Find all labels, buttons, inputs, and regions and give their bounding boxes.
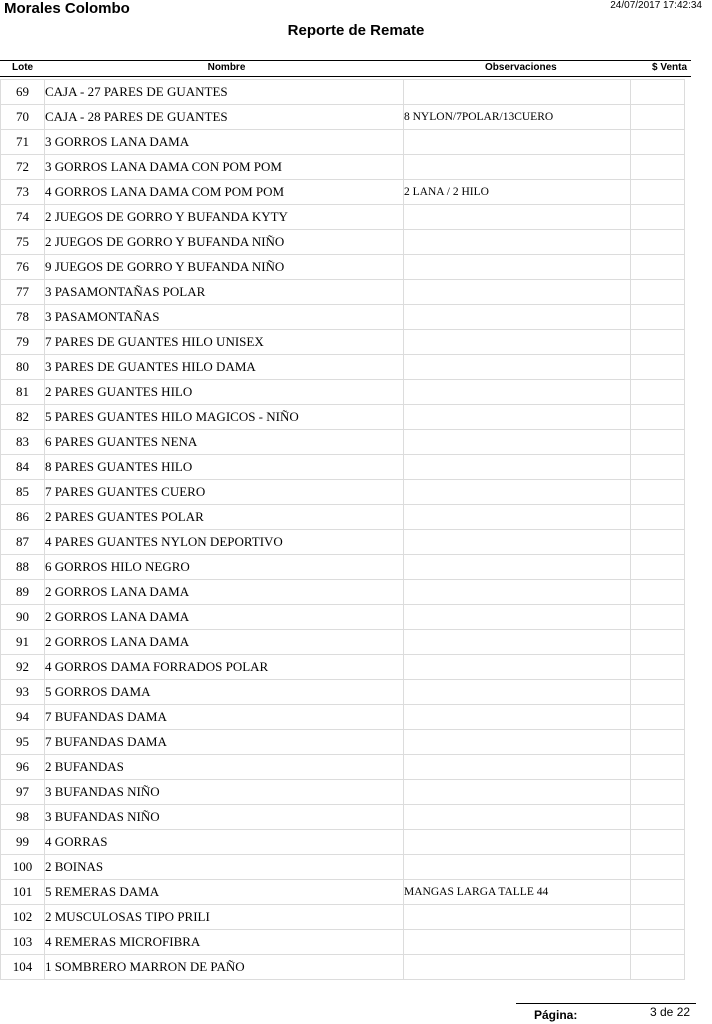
cell-nombre: 3 GORROS LANA DAMA CON POM POM	[45, 155, 404, 180]
page-number: 3 de 22	[650, 1005, 691, 1019]
cell-venta	[631, 830, 685, 855]
cell-lote: 102	[1, 905, 45, 930]
cell-venta	[631, 530, 685, 555]
cell-lote: 91	[1, 630, 45, 655]
cell-lote: 88	[1, 555, 45, 580]
cell-lote: 93	[1, 680, 45, 705]
cell-nombre: 4 GORRAS	[45, 830, 404, 855]
cell-observaciones	[404, 80, 631, 105]
cell-nombre: 7 BUFANDAS DAMA	[45, 705, 404, 730]
cell-venta	[631, 230, 685, 255]
table-row	[1, 555, 685, 580]
cell-lote: 74	[1, 205, 45, 230]
table-row	[1, 630, 685, 655]
cell-lote: 76	[1, 255, 45, 280]
cell-observaciones	[404, 805, 631, 830]
cell-venta	[631, 430, 685, 455]
cell-venta	[631, 280, 685, 305]
cell-observaciones	[404, 455, 631, 480]
cell-venta	[631, 780, 685, 805]
cell-observaciones	[404, 730, 631, 755]
table-row	[1, 755, 685, 780]
cell-observaciones	[404, 305, 631, 330]
table-row	[1, 930, 685, 955]
cell-lote: 78	[1, 305, 45, 330]
table-row	[1, 330, 685, 355]
cell-venta	[631, 105, 685, 130]
cell-venta	[631, 680, 685, 705]
items-table	[0, 79, 685, 980]
cell-nombre: CAJA - 28 PARES DE GUANTES	[45, 105, 404, 130]
cell-lote: 73	[1, 180, 45, 205]
cell-nombre: 2 JUEGOS DE GORRO Y BUFANDA KYTY	[45, 205, 404, 230]
table-row	[1, 955, 685, 980]
report-datetime: 24/07/2017 17:42:34	[610, 0, 702, 11]
cell-venta	[631, 255, 685, 280]
cell-observaciones	[404, 555, 631, 580]
cell-nombre: 5 PARES GUANTES HILO MAGICOS - NIÑO	[45, 405, 404, 430]
cell-observaciones	[404, 280, 631, 305]
table-row	[1, 255, 685, 280]
column-header-nombre: Nombre	[207, 62, 246, 73]
table-row	[1, 655, 685, 680]
table-row	[1, 405, 685, 430]
cell-lote: 94	[1, 705, 45, 730]
column-header-observaciones: Observaciones	[485, 62, 557, 73]
cell-lote: 71	[1, 130, 45, 155]
cell-observaciones	[404, 755, 631, 780]
cell-lote: 86	[1, 505, 45, 530]
cell-observaciones	[404, 480, 631, 505]
cell-lote: 85	[1, 480, 45, 505]
cell-nombre: 3 PASAMONTAÑAS	[45, 305, 404, 330]
cell-venta	[631, 180, 685, 205]
cell-lote: 96	[1, 755, 45, 780]
cell-nombre: 4 REMERAS MICROFIBRA	[45, 930, 404, 955]
cell-lote: 89	[1, 580, 45, 605]
cell-lote: 103	[1, 930, 45, 955]
cell-lote: 69	[1, 80, 45, 105]
table-row	[1, 455, 685, 480]
cell-venta	[631, 955, 685, 980]
page-label: Página:	[534, 1008, 578, 1022]
cell-nombre: 7 PARES DE GUANTES HILO UNISEX	[45, 330, 404, 355]
cell-lote: 83	[1, 430, 45, 455]
cell-nombre: 2 JUEGOS DE GORRO Y BUFANDA NIÑO	[45, 230, 404, 255]
table-row	[1, 380, 685, 405]
cell-lote: 72	[1, 155, 45, 180]
cell-observaciones	[404, 705, 631, 730]
cell-venta	[631, 555, 685, 580]
cell-observaciones	[404, 630, 631, 655]
cell-lote: 79	[1, 330, 45, 355]
cell-nombre: 2 BOINAS	[45, 855, 404, 880]
cell-observaciones: 8 NYLON/7POLAR/13CUERO	[404, 105, 631, 130]
cell-lote: 87	[1, 530, 45, 555]
cell-observaciones: 2 LANA / 2 HILO	[404, 180, 631, 205]
cell-nombre: 6 GORROS HILO NEGRO	[45, 555, 404, 580]
cell-nombre: 3 BUFANDAS NIÑO	[45, 805, 404, 830]
cell-nombre: 4 PARES GUANTES NYLON DEPORTIVO	[45, 530, 404, 555]
cell-observaciones	[404, 830, 631, 855]
table-row	[1, 205, 685, 230]
table-row	[1, 805, 685, 830]
cell-lote: 70	[1, 105, 45, 130]
cell-nombre: 5 REMERAS DAMA	[45, 880, 404, 905]
table-row	[1, 305, 685, 330]
cell-lote: 95	[1, 730, 45, 755]
table-row	[1, 730, 685, 755]
cell-observaciones: MANGAS LARGA TALLE 44	[404, 880, 631, 905]
cell-venta	[631, 480, 685, 505]
cell-nombre: 2 GORROS LANA DAMA	[45, 630, 404, 655]
cell-nombre: 2 GORROS LANA DAMA	[45, 580, 404, 605]
cell-observaciones	[404, 330, 631, 355]
cell-lote: 80	[1, 355, 45, 380]
table-row	[1, 580, 685, 605]
table-row	[1, 80, 685, 105]
items-table-body	[1, 80, 685, 980]
cell-lote: 99	[1, 830, 45, 855]
cell-lote: 92	[1, 655, 45, 680]
cell-observaciones	[404, 855, 631, 880]
table-row	[1, 180, 685, 205]
cell-venta	[631, 305, 685, 330]
cell-nombre: 3 PARES DE GUANTES HILO DAMA	[45, 355, 404, 380]
table-row	[1, 680, 685, 705]
cell-venta	[631, 605, 685, 630]
cell-lote: 97	[1, 780, 45, 805]
cell-venta	[631, 455, 685, 480]
cell-venta	[631, 505, 685, 530]
cell-observaciones	[404, 605, 631, 630]
cell-lote: 100	[1, 855, 45, 880]
cell-observaciones	[404, 205, 631, 230]
cell-venta	[631, 705, 685, 730]
cell-venta	[631, 730, 685, 755]
cell-lote: 101	[1, 880, 45, 905]
table-row	[1, 605, 685, 630]
table-row	[1, 530, 685, 555]
cell-venta	[631, 80, 685, 105]
cell-venta	[631, 580, 685, 605]
cell-nombre: 7 BUFANDAS DAMA	[45, 730, 404, 755]
table-row	[1, 480, 685, 505]
cell-observaciones	[404, 905, 631, 930]
company-name: Morales Colombo	[4, 0, 130, 17]
cell-lote: 81	[1, 380, 45, 405]
table-row	[1, 355, 685, 380]
header-divider-top	[0, 60, 691, 61]
cell-observaciones	[404, 255, 631, 280]
cell-nombre: 2 GORROS LANA DAMA	[45, 605, 404, 630]
column-header-lote: Lote	[12, 62, 34, 73]
cell-observaciones	[404, 780, 631, 805]
cell-venta	[631, 630, 685, 655]
cell-lote: 77	[1, 280, 45, 305]
cell-venta	[631, 880, 685, 905]
table-row	[1, 230, 685, 255]
cell-nombre: 6 PARES GUANTES NENA	[45, 430, 404, 455]
cell-observaciones	[404, 530, 631, 555]
cell-nombre: CAJA - 27 PARES DE GUANTES	[45, 80, 404, 105]
cell-venta	[631, 130, 685, 155]
table-row	[1, 155, 685, 180]
cell-nombre: 4 GORROS LANA DAMA COM POM POM	[45, 180, 404, 205]
cell-lote: 90	[1, 605, 45, 630]
cell-venta	[631, 380, 685, 405]
cell-venta	[631, 655, 685, 680]
cell-lote: 104	[1, 955, 45, 980]
cell-observaciones	[404, 930, 631, 955]
table-row	[1, 280, 685, 305]
cell-nombre: 2 MUSCULOSAS TIPO PRILI	[45, 905, 404, 930]
cell-venta	[631, 755, 685, 780]
table-row	[1, 880, 685, 905]
cell-nombre: 8 PARES GUANTES HILO	[45, 455, 404, 480]
table-row	[1, 830, 685, 855]
column-header-venta: $ Venta	[652, 62, 688, 73]
cell-observaciones	[404, 580, 631, 605]
cell-observaciones	[404, 430, 631, 455]
cell-venta	[631, 905, 685, 930]
cell-observaciones	[404, 355, 631, 380]
footer-divider	[516, 1003, 696, 1004]
table-row	[1, 105, 685, 130]
cell-nombre: 1 SOMBRERO MARRON DE PAÑO	[45, 955, 404, 980]
cell-nombre: 2 PARES GUANTES HILO	[45, 380, 404, 405]
cell-observaciones	[404, 955, 631, 980]
cell-nombre: 7 PARES GUANTES CUERO	[45, 480, 404, 505]
cell-observaciones	[404, 505, 631, 530]
cell-lote: 84	[1, 455, 45, 480]
cell-nombre: 5 GORROS DAMA	[45, 680, 404, 705]
cell-observaciones	[404, 380, 631, 405]
table-row	[1, 705, 685, 730]
cell-nombre: 2 BUFANDAS	[45, 755, 404, 780]
table-row	[1, 905, 685, 930]
cell-nombre: 4 GORROS DAMA FORRADOS POLAR	[45, 655, 404, 680]
cell-venta	[631, 930, 685, 955]
table-row	[1, 855, 685, 880]
cell-observaciones	[404, 680, 631, 705]
cell-venta	[631, 205, 685, 230]
cell-lote: 82	[1, 405, 45, 430]
header-divider-bottom	[0, 76, 691, 77]
cell-nombre: 3 GORROS LANA DAMA	[45, 130, 404, 155]
table-row	[1, 430, 685, 455]
cell-venta	[631, 805, 685, 830]
cell-observaciones	[404, 405, 631, 430]
cell-lote: 75	[1, 230, 45, 255]
table-row	[1, 780, 685, 805]
cell-observaciones	[404, 230, 631, 255]
cell-nombre: 9 JUEGOS DE GORRO Y BUFANDA NIÑO	[45, 255, 404, 280]
report-title: Reporte de Remate	[287, 22, 425, 39]
cell-venta	[631, 355, 685, 380]
cell-lote: 98	[1, 805, 45, 830]
cell-observaciones	[404, 130, 631, 155]
cell-venta	[631, 330, 685, 355]
cell-venta	[631, 855, 685, 880]
cell-observaciones	[404, 155, 631, 180]
cell-nombre: 3 PASAMONTAÑAS POLAR	[45, 280, 404, 305]
table-row	[1, 130, 685, 155]
table-row	[1, 505, 685, 530]
cell-nombre: 3 BUFANDAS NIÑO	[45, 780, 404, 805]
cell-venta	[631, 405, 685, 430]
cell-venta	[631, 155, 685, 180]
cell-nombre: 2 PARES GUANTES POLAR	[45, 505, 404, 530]
cell-observaciones	[404, 655, 631, 680]
